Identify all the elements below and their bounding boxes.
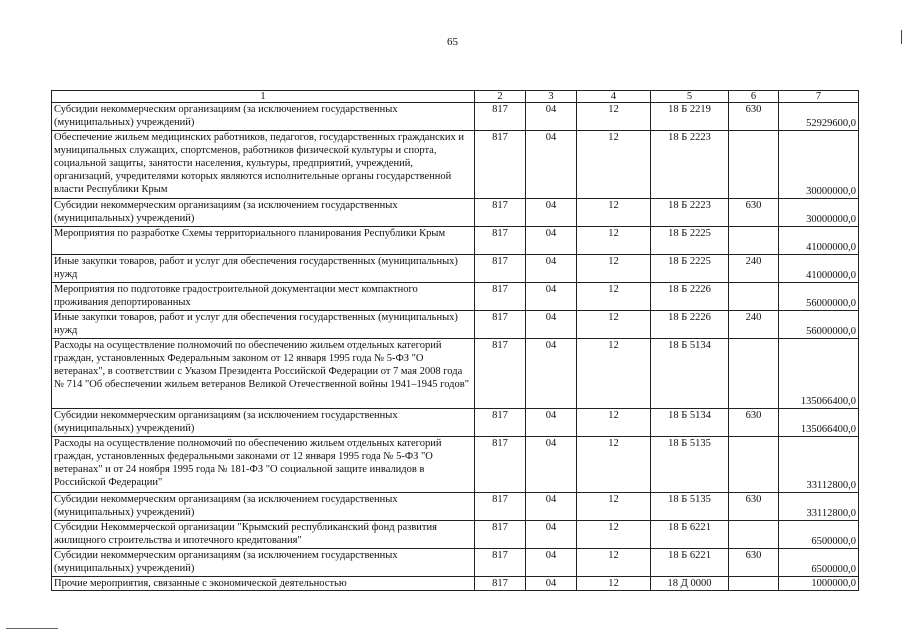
row-description: Субсидии некоммерческим организациям (за исключением государственных (муниципальных) учреждений) (52, 493, 475, 521)
row-col-3: 04 (526, 199, 577, 227)
row-amount: 135066400,0 (779, 409, 859, 437)
row-amount: 33112800,0 (779, 437, 859, 493)
row-col-6: 630 (729, 549, 779, 577)
row-col-5: 18 Б 5134 (651, 409, 729, 437)
table-row (52, 199, 859, 227)
row-col-4: 12 (577, 339, 651, 409)
row-col-6 (729, 131, 779, 199)
row-amount: 41000000,0 (779, 227, 859, 255)
row-col-5: 18 Б 5135 (651, 437, 729, 493)
table-row (52, 437, 859, 493)
row-description: Субсидии некоммерческим организациям (за исключением государственных (муниципальных) учреждений) (52, 409, 475, 437)
row-description: Субсидии некоммерческим организациям (за исключением государственных (муниципальных) учреждений) (52, 199, 475, 227)
row-col-3: 04 (526, 131, 577, 199)
row-col-2: 817 (475, 549, 526, 577)
row-col-3: 04 (526, 549, 577, 577)
page-number: 65 (447, 36, 458, 48)
row-col-6: 240 (729, 311, 779, 339)
edge-mark (901, 30, 902, 44)
row-amount: 52929600,0 (779, 103, 859, 131)
row-col-4: 12 (577, 227, 651, 255)
row-description: Субсидии Некоммерческой организации "Крымский республиканский фонд развития жилищного строительства и ипотечного кредитования" (52, 521, 475, 549)
row-col-6 (729, 283, 779, 311)
row-col-6 (729, 521, 779, 549)
row-col-6: 630 (729, 493, 779, 521)
bottom-mark (6, 628, 58, 629)
row-col-5: 18 Д 0000 (651, 577, 729, 591)
header-cell: 2 (475, 91, 526, 103)
row-col-4: 12 (577, 103, 651, 131)
row-col-2: 817 (475, 339, 526, 409)
row-col-6: 630 (729, 103, 779, 131)
table-row (52, 311, 859, 339)
row-description: Мероприятия по подготовке градостроительной документации мест компактного проживания депортированных (52, 283, 475, 311)
row-col-4: 12 (577, 437, 651, 493)
row-amount: 41000000,0 (779, 255, 859, 283)
row-description: Прочие мероприятия, связанные с экономической деятельностью (52, 577, 475, 591)
row-col-5: 18 Б 2223 (651, 131, 729, 199)
row-col-4: 12 (577, 199, 651, 227)
row-col-3: 04 (526, 283, 577, 311)
header-cell: 7 (779, 91, 859, 103)
row-col-3: 04 (526, 339, 577, 409)
row-col-4: 12 (577, 131, 651, 199)
table-row (52, 255, 859, 283)
row-col-2: 817 (475, 409, 526, 437)
row-amount: 6500000,0 (779, 549, 859, 577)
row-col-2: 817 (475, 311, 526, 339)
budget-table (51, 90, 859, 591)
row-col-4: 12 (577, 577, 651, 591)
table-row (52, 549, 859, 577)
row-col-2: 817 (475, 227, 526, 255)
row-col-2: 817 (475, 577, 526, 591)
table-row (52, 521, 859, 549)
row-col-5: 18 Б 2225 (651, 227, 729, 255)
row-col-6 (729, 437, 779, 493)
row-col-6 (729, 227, 779, 255)
row-col-5: 18 Б 5134 (651, 339, 729, 409)
row-col-3: 04 (526, 103, 577, 131)
table-row (52, 283, 859, 311)
row-col-3: 04 (526, 521, 577, 549)
row-col-3: 04 (526, 227, 577, 255)
row-col-5: 18 Б 6221 (651, 521, 729, 549)
row-description: Иные закупки товаров, работ и услуг для обеспечения государственных (муниципальных) нужд (52, 255, 475, 283)
row-amount: 56000000,0 (779, 311, 859, 339)
row-col-4: 12 (577, 549, 651, 577)
row-col-6: 630 (729, 409, 779, 437)
row-col-3: 04 (526, 437, 577, 493)
table-row (52, 227, 859, 255)
row-col-5: 18 Б 2226 (651, 283, 729, 311)
row-col-3: 04 (526, 311, 577, 339)
table-row (52, 493, 859, 521)
row-description: Субсидии некоммерческим организациям (за исключением государственных (муниципальных) учреждений) (52, 103, 475, 131)
table-row (52, 103, 859, 131)
row-description: Мероприятия по разработке Схемы территориального планирования Республики Крым (52, 227, 475, 255)
row-amount: 1000000,0 (779, 577, 859, 591)
row-col-5: 18 Б 2223 (651, 199, 729, 227)
row-col-4: 12 (577, 311, 651, 339)
row-amount: 135066400,0 (779, 339, 859, 409)
row-col-5: 18 Б 5135 (651, 493, 729, 521)
row-col-2: 817 (475, 493, 526, 521)
table-row (52, 339, 859, 409)
row-col-3: 04 (526, 255, 577, 283)
row-description: Расходы на осуществление полномочий по обеспечению жильем отдельных категорий граждан, установленных Федеральным законом от 12 января 1995 года № 5-ФЗ "О ветеранах", в соответствии с Указом Президента Российской Федерации от 7 мая 2008 года № 714 "Об обеспечении жильем ветеранов Великой Отечественной войны 1941–1945 годов" (52, 339, 475, 409)
row-amount: 33112800,0 (779, 493, 859, 521)
row-col-2: 817 (475, 131, 526, 199)
row-col-2: 817 (475, 521, 526, 549)
row-col-3: 04 (526, 409, 577, 437)
row-col-2: 817 (475, 199, 526, 227)
header-cell: 5 (651, 91, 729, 103)
row-col-5: 18 Б 2226 (651, 311, 729, 339)
row-amount: 30000000,0 (779, 199, 859, 227)
row-col-4: 12 (577, 493, 651, 521)
row-col-6 (729, 577, 779, 591)
row-amount: 56000000,0 (779, 283, 859, 311)
row-description: Обеспечение жильем медицинских работников, педагогов, государственных гражданских и муниципальных служащих, спортсменов, работников физической культуры и спорта, социальной защиты, занятости населения, культуры, предприятий, учреждений, организаций, учредителями которых являются исполнительные органы государственной власти Республики Крым (52, 131, 475, 199)
row-col-4: 12 (577, 283, 651, 311)
row-col-5: 18 Б 6221 (651, 549, 729, 577)
row-col-3: 04 (526, 493, 577, 521)
row-col-3: 04 (526, 577, 577, 591)
row-col-5: 18 Б 2225 (651, 255, 729, 283)
row-amount: 30000000,0 (779, 131, 859, 199)
row-col-5: 18 Б 2219 (651, 103, 729, 131)
row-col-6: 630 (729, 199, 779, 227)
row-col-6 (729, 339, 779, 409)
row-amount: 6500000,0 (779, 521, 859, 549)
row-col-2: 817 (475, 437, 526, 493)
row-col-6: 240 (729, 255, 779, 283)
row-col-2: 817 (475, 283, 526, 311)
header-cell: 4 (577, 91, 651, 103)
row-description: Расходы на осуществление полномочий по обеспечению жильем отдельных категорий граждан, установленных федеральными законами от 12 января 1995 года № 5-ФЗ "О ветеранах" и от 24 ноября 1995 года № 181-ФЗ "О социальной защите инвалидов в Российской Федерации" (52, 437, 475, 493)
row-col-4: 12 (577, 255, 651, 283)
header-cell: 1 (52, 91, 475, 103)
row-col-4: 12 (577, 409, 651, 437)
header-cell: 6 (729, 91, 779, 103)
header-row (52, 91, 859, 103)
row-description: Иные закупки товаров, работ и услуг для обеспечения государственных (муниципальных) нужд (52, 311, 475, 339)
row-description: Субсидии некоммерческим организациям (за исключением государственных (муниципальных) учреждений) (52, 549, 475, 577)
table-row (52, 577, 859, 591)
row-col-2: 817 (475, 103, 526, 131)
table-row (52, 409, 859, 437)
table-body (52, 91, 859, 591)
row-col-4: 12 (577, 521, 651, 549)
header-cell: 3 (526, 91, 577, 103)
row-col-2: 817 (475, 255, 526, 283)
table-row (52, 131, 859, 199)
